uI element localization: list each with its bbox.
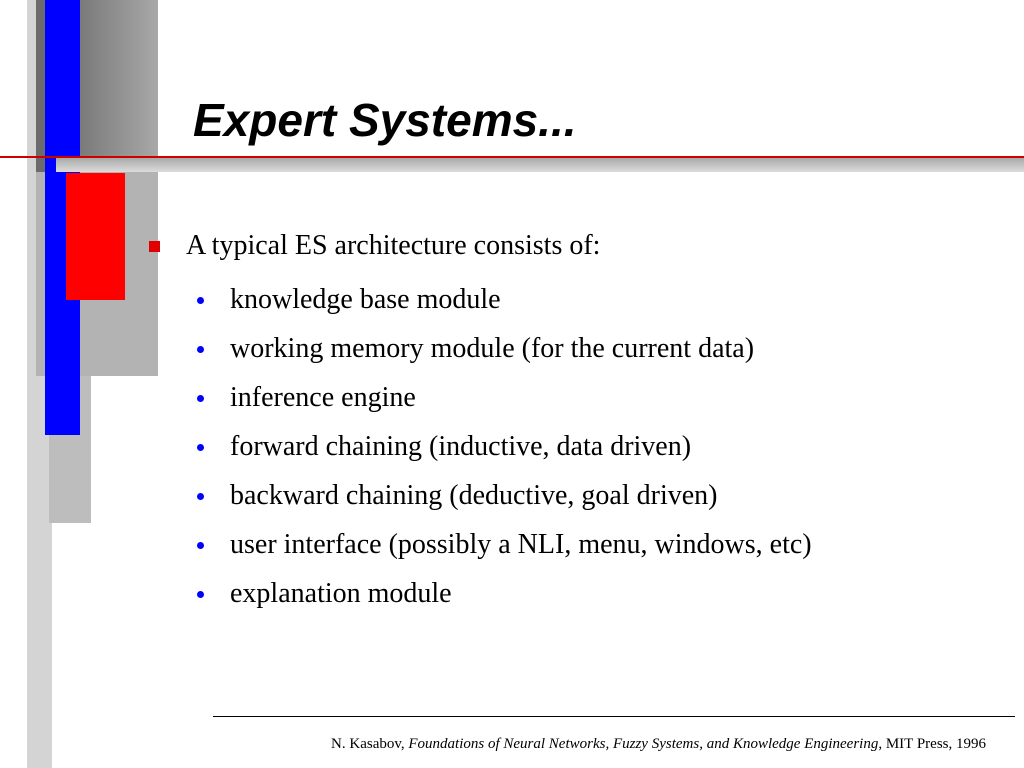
list-item-text: forward chaining (inductive, data driven): [230, 430, 692, 462]
dot-bullet-icon: [197, 395, 204, 402]
list-item-text: inference engine: [230, 381, 416, 413]
footer-author: N. Kasabov,: [331, 736, 405, 752]
dot-bullet-icon: [197, 297, 204, 304]
slide-title: Expert Systems...: [193, 94, 577, 146]
dot-bullet-icon: [197, 346, 204, 353]
list-item: [197, 373, 1006, 422]
footer-book-title: Foundations of Neural Networks, Fuzzy Systems, and Knowledge Engineering: [408, 736, 879, 752]
dot-bullet-icon: [197, 542, 204, 549]
list-item-text: working memory module (for the current data): [230, 332, 755, 364]
list-item-text: knowledge base module: [230, 283, 501, 315]
footer-publisher: , MIT Press, 1996: [878, 736, 986, 752]
bullet-main-text: A typical ES architecture consists of:: [186, 230, 601, 261]
list-item: [197, 471, 1006, 520]
dot-bullet-icon: [197, 591, 204, 598]
footer-citation: [331, 734, 986, 754]
dot-bullet-icon: [197, 493, 204, 500]
list-item-text: explanation module: [230, 577, 452, 609]
list-item: [197, 569, 1006, 618]
decor-block-red: [66, 173, 125, 300]
list-item: [197, 520, 1006, 569]
list-item: [197, 324, 1006, 373]
footer-divider: [213, 716, 1015, 717]
square-bullet-icon: [149, 241, 160, 252]
list-item: [197, 275, 1006, 324]
title-underline: [0, 156, 1024, 158]
list-item-text: user interface (possibly a NLI, menu, windows, etc): [230, 528, 812, 560]
sub-bullet-list: [146, 275, 1006, 618]
dot-bullet-icon: [197, 444, 204, 451]
list-item: [197, 422, 1006, 471]
bullet-main: [146, 226, 1006, 266]
list-item-text: backward chaining (deductive, goal driven): [230, 479, 718, 511]
slide-content: [146, 226, 1006, 618]
title-underline-shadow: [56, 158, 1024, 172]
